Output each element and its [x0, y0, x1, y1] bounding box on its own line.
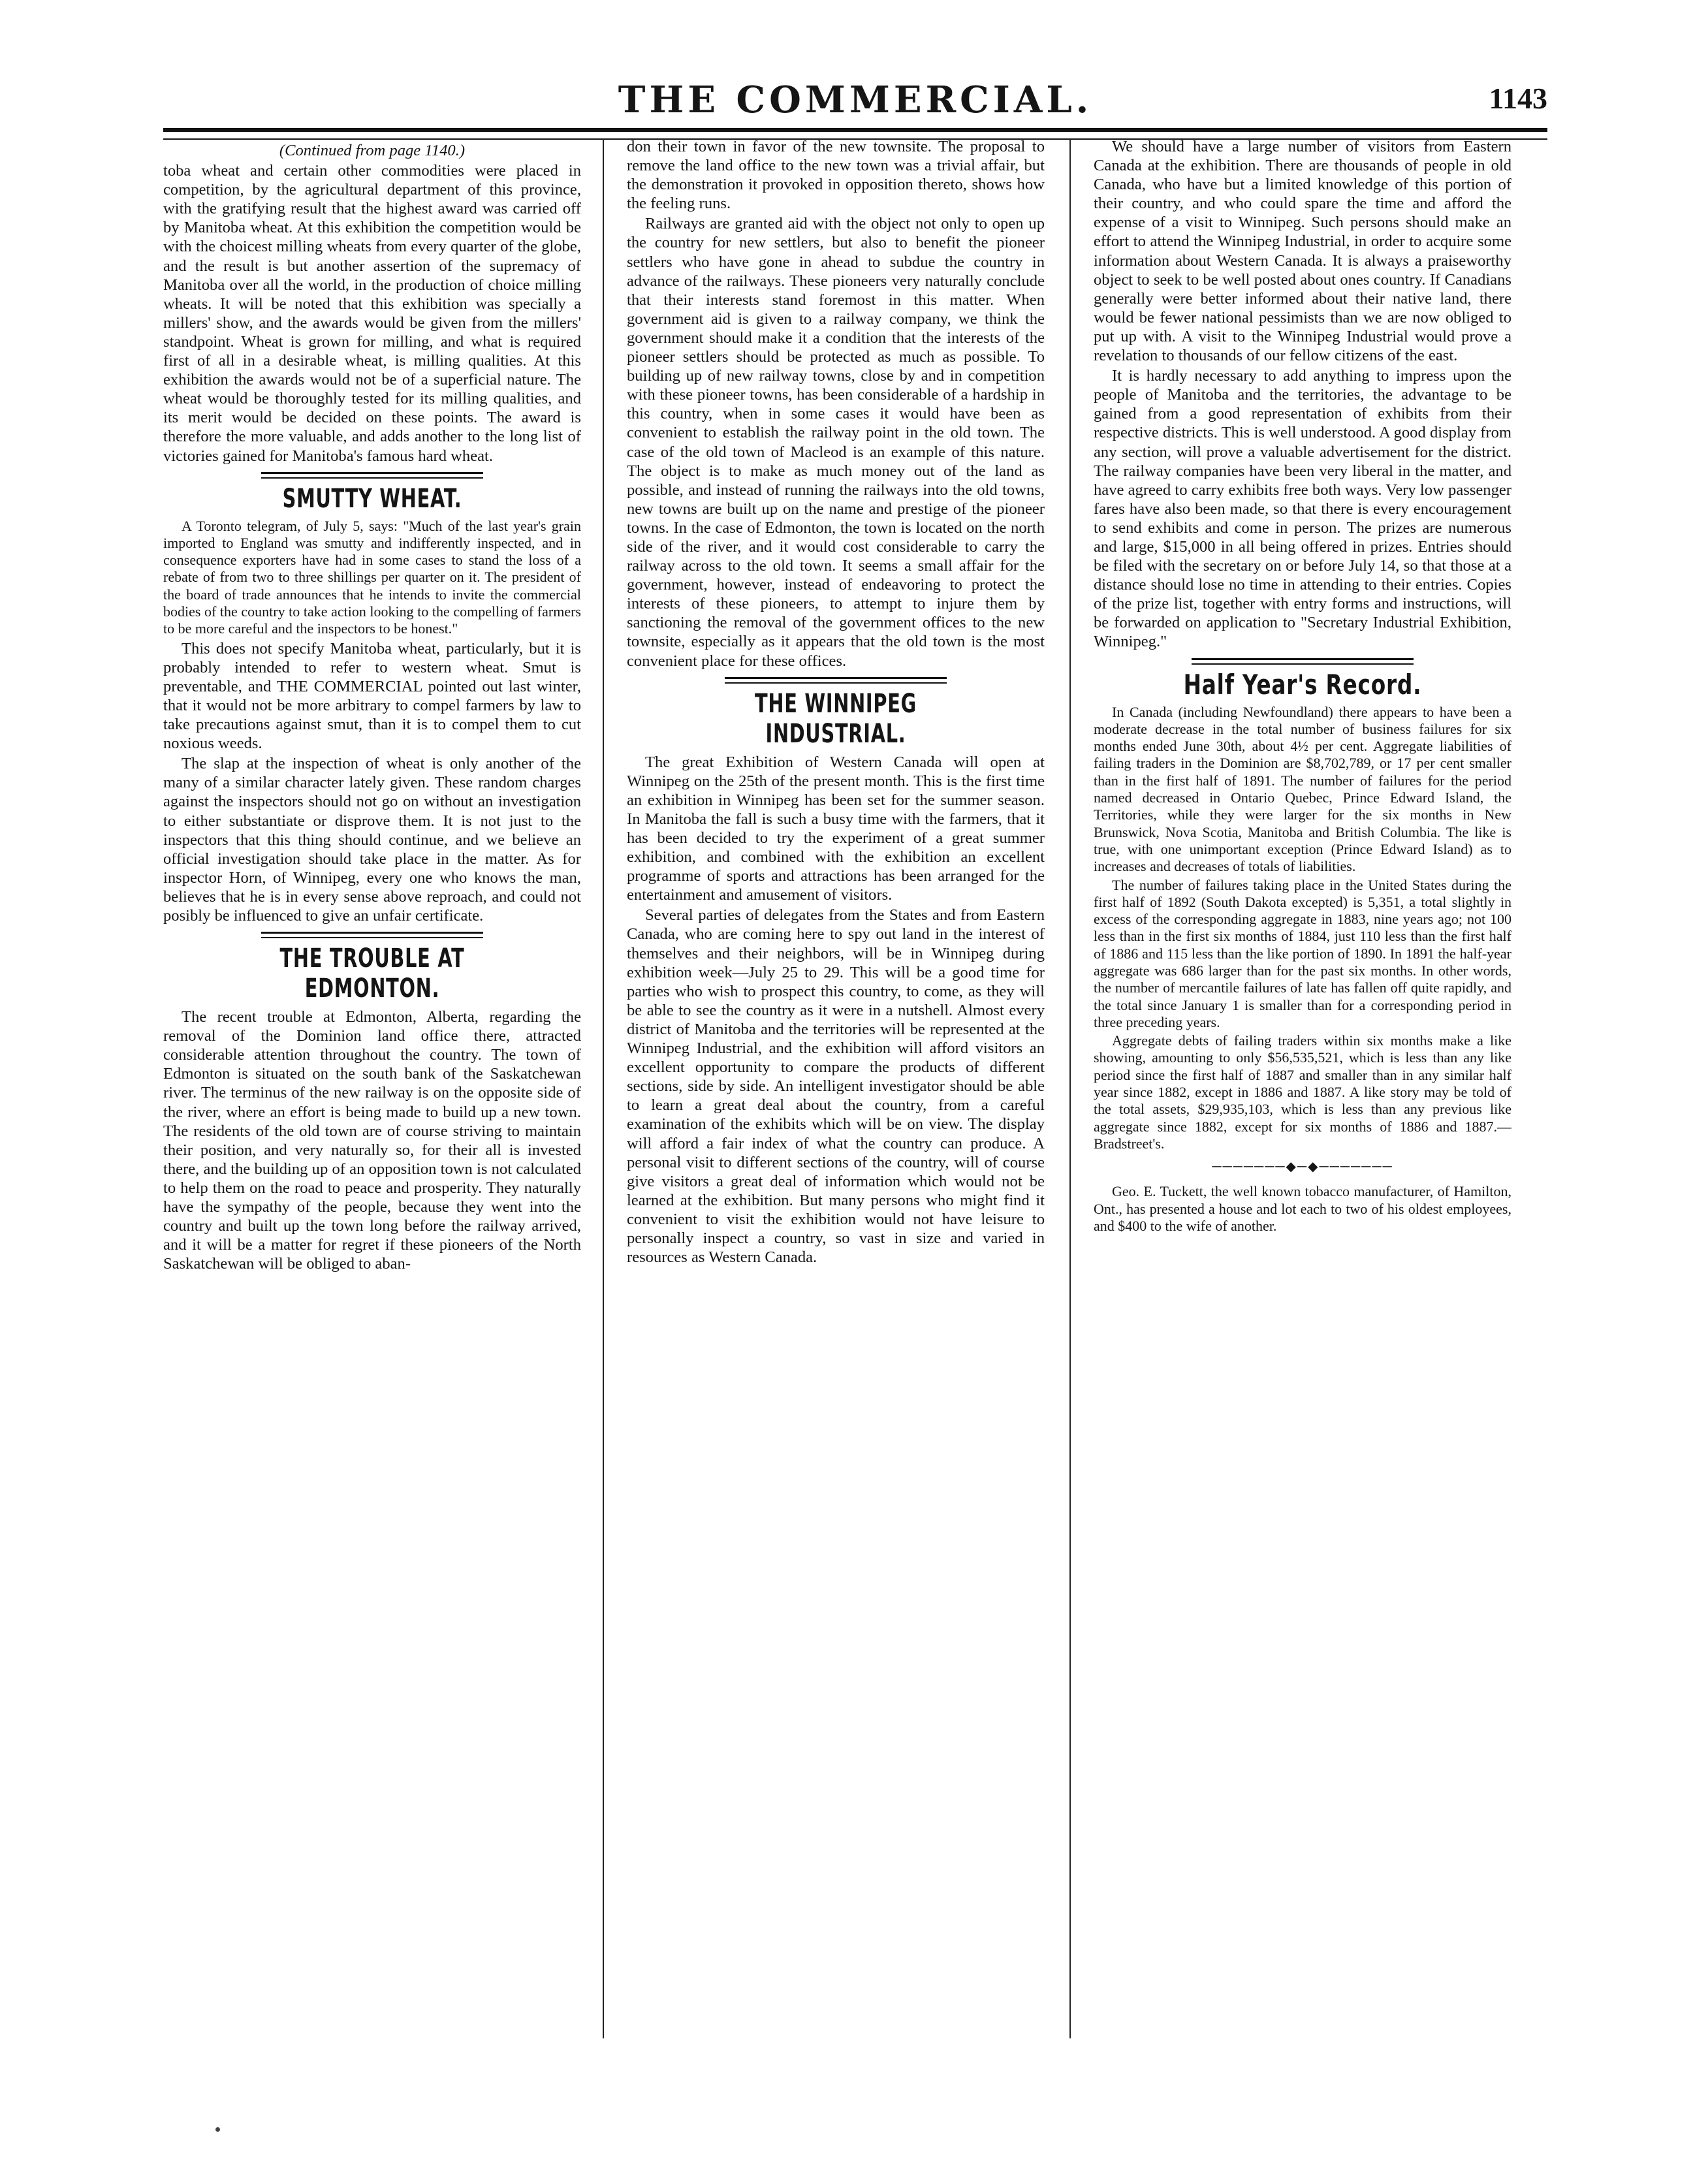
- article-paragraph: The number of failures taking place in the United States during the first half of 1892 (South Dakota excepted) is 5,351, a total slightly in excess of the corresponding aggregate in 1883, nine years ago; not 100 less than in the first six months of 1884, just 110 less than the first half of 1886 and 115 less than the like portion of 1890. In 1891 the half-year aggregate was 686 larger than for the past six months. In other words, the number of mercantile failures of late has fallen off quite rapidly, and the total since January 1 is smaller than for a corresponding period in three preceding years.: [1094, 876, 1511, 1030]
- article-paragraph: A Toronto telegram, of July 5, says: "Much of the last year's grain imported to England was smutty and indifferently inspected, and in consequence exporters have had in some cases to stand the loss of a rebate of from two to three shillings per quarter on it. The president of the board of trade announces that he intends to invite the commercial bodies of the country to take action looking to the compelling of farmers to be more careful and the inspectors to be honest.": [163, 517, 581, 637]
- heading-winnipeg-industrial: THE WINNIPEG INDUSTRIAL.: [755, 688, 917, 749]
- continued-note: (Continued from page 1140.): [279, 142, 466, 159]
- article-paragraph: In Canada (including Newfoundland) there appears to have been a moderate decrease in the total number of business failures for six months ended June 30th, about 4½ per cent. Aggregate liabilities of failing traders in the Dominion are $8,702,789, or 17 per cent smaller than in the first half of 1891. The number of failures for the period named decreased in Ontario Quebec, Prince Edward Island, the Territories, while they were larger for the six months in New Brunswick, Nova Scotia, Manitoba and British Columbia. The like is true, with one unimportant exception (Prince Edward Island) as to increases and decreases of totals of liabilities.: [1094, 703, 1511, 875]
- article-paragraph: The recent trouble at Edmonton, Alberta, regarding the removal of the Dominion land office there, attracted considerable attention throughout the country. The town of Edmonton is situated on the south bank of the Saskatchewan river. The terminus of the new railway is on the opposite side of the river, where an effort is being made to build up a new town. The residents of the old town are of course striving to maintain their position, and very naturally so, for their all is invested there, and the building up of an opposition town is not calculated to help them on the road to peace and prosperity. They naturally have the sympathy of the people, because they went into the country and built up the town long before the railway arrived, and it will be a matter for regret if these pioneers of the North Saskatchewan will be obliged to aban-: [163, 1008, 581, 1273]
- column-1: [163, 137, 581, 2083]
- column-3: [1094, 137, 1511, 2083]
- article-paragraph: don their town in favor of the new townsite. The proposal to remove the land office to the new town was a trivial affair, but the demonstration it provoked in opposition thereto, shows how the feeling runs.: [627, 138, 1045, 213]
- print-speck: [215, 2127, 220, 2132]
- article-separator: [261, 932, 483, 938]
- masthead: [163, 78, 1547, 124]
- article-paragraph: We should have a large number of visitors from Eastern Canada at the exhibition. There are thousands of people in old Canada, who have but a limited knowledge of this portion of their country, and who could spare the time and afford the expense of a visit to Winnipeg. Such persons should make an effort to attend the Winnipeg Industrial, in order to acquire some information about Western Canada. It is always a praiseworthy object to seek to be well posted about ones country. If Canadians generally were better informed about their native land, there would be fewer national pessimists than we are now obliged to put up with. A visit to the Winnipeg Industrial would prove a revelation to thousands of our fellow citizens of the east.: [1094, 138, 1511, 365]
- article-paragraph: The great Exhibition of Western Canada will open at Winnipeg on the 25th of the present month. This is the first time an exhibition in Winnipeg has been set for the summer season. In Manitoba the fall is such a busy time with the farmers, that it has been decided to try the experiment of a great summer exhibition, and combined with the exhibition an excellent programme of sports and attractions has been arranged for the entertainment and amusement of visitors.: [627, 753, 1045, 904]
- article-paragraph: It is hardly necessary to add anything to impress upon the people of Manitoba and the territories, the advantage to be gained from a good representation of exhibits from their respective districts. This is well understood. A good display from any section, will prove a valuable advertisement for the district. The railway companies have been very liberal in the matter, and have agreed to carry exhibits free both ways. Very low passenger fares have also been made, so that there is every encouragement to send exhibits and come in person. The prizes are numerous and large, $15,000 in all being offered in prizes. Entries should be filed with the secretary on or before July 14, so that those at a distance should lose no time in attending to their entries. Copies of the prize list, together with entry forms and instructions, will be forwarded on application to "Secretary Industrial Exhibition, Winnipeg.": [1094, 367, 1511, 651]
- article-paragraph: Aggregate debts of failing traders within six months make a like showing, amounting to only $56,535,521, which is less than any like period since the first half of 1887 and smaller than in any similar half year since 1882, except in 1886 and 1887. A like story may be told of the total assets, $29,935,103, which is less than any previous like aggregate since 1882, except for six months of 1886 and 1887.—Bradstreet's.: [1094, 1032, 1511, 1152]
- column-divider: [1069, 138, 1071, 2038]
- article-separator: [261, 472, 483, 479]
- article-paragraph: Railways are granted aid with the object not only to open up the country for new settlers, but also to benefit the pioneer settlers who have gone in ahead to subdue the country in advance of the railways. These pioneers very naturally conclude that their interests stand foremost in this matter. When government aid is given to a railway company, we think the government should make it a condition that the interests of the pioneer settlers should be protected as much as possible. To building up of new railway towns, close by and in competition with these pioneer towns, has been considerable of a hardship in this country, when in some cases it would have been as convenient to establish the railway point in the old town. The case of the old town of Macleod is an example of this nature. The object is to make as much money out of the land as possible, and instead of running the railways into the old towns, new towns are built up on the name and prestige of the pioneer towns. In the case of Edmonton, the town is located on the north side of the river, and it would cost considerable to carry the railway across to the old town. It seems a small affair for the government, however, instead of endeavoring to protect the interests of these pioneers, to attempt to injure them by sanctioning the removal of the government offices to the new townsite, especially as it appears that the old town is the most convenient place for these offices.: [627, 215, 1045, 670]
- article-paragraph: Several parties of delegates from the States and from Eastern Canada, who are coming here to spy out land in the interest of themselves and their neighbors, will be in Winnipeg during exhibition week—July 25 to 29. This will be a good time for parties who wish to prospect this country, to come, as they will be able to see the country as it were in a nutshell. Almost every district of Manitoba and the territories will be represented at the Winnipeg Industrial, and the exhibition will afford visitors an excellent opportunity to compare the products of different sections, side by side. An intelligent investigator should be able to learn a great deal about the country, from a careful examination of the exhibits which will be on view. The display will afford a fair index of what the country can produce. A personal visit to different sections of the country, will of course give visitors a great deal of information which would not be learned at the exhibition. But many persons who might find it convenient to visit the exhibition would not have leisure to personally inspect a country, so vast in size and varied in resources as Western Canada.: [627, 906, 1045, 1267]
- article-separator: [1192, 658, 1414, 665]
- article-separator: [725, 677, 947, 684]
- heading-smutty-wheat: SMUTTY WHEAT.: [282, 483, 462, 514]
- column-divider: [603, 138, 604, 2038]
- heading-trouble-at-edmonton: THE TROUBLE AT EDMONTON.: [279, 943, 465, 1004]
- article-paragraph: Geo. E. Tuckett, the well known tobacco manufacturer, of Hamilton, Ont., has presented a house and lot each to two of his oldest employees, and $400 to the wife of another.: [1094, 1183, 1511, 1234]
- article-paragraph: The slap at the inspection of wheat is only another of the many of a similar character lately given. These random charges against the inspectors should not go on without an investigation to either substantiate or disprove them. It is not just to the inspectors that this thing should continue, and we believe an official investigation should take place in the matter. As for inspector Horn, of Winnipeg, every one who knows the man, believes that he is in every sense above reproach, and could not posibly be influenced to give an unfair certificate.: [163, 755, 581, 925]
- masthead-rule-thick: [163, 128, 1547, 132]
- ornamental-divider: ───────◆─◆───────: [1212, 1160, 1393, 1175]
- article-paragraph: toba wheat and certain other commodities were placed in competition, by the agricultural department of this province, with the gratifying result that the highest award was carried off by Manitoba wheat. At this exhibition the competition would be with the choicest milling wheats from every quarter of the globe, and the result is but another assertion of the supremacy of Manitoba over all the world, in the production of choice milling wheats. It will be noted that this exhibition was specially a millers' show, and the awards would be given from the millers' standpoint. Wheat is grown for milling, and what is required first of all in a desirable wheat, is milling qualities. At this exhibition the awards would not be of a superficial nature. The wheat would be thoroughly tested for its milling qualities, and its merit would be decided on these points. The award is therefore the more valuable, and adds another to the long list of victories gained for Manitoba's famous hard wheat.: [163, 162, 581, 465]
- masthead-title: THE COMMERCIAL.: [618, 78, 1093, 121]
- heading-half-years-record: Half Year's Record.: [1183, 668, 1422, 701]
- article-paragraph: This does not specify Manitoba wheat, particularly, but it is probably intended to refer to western wheat. Smut is preventable, and THE COMMERCIAL pointed out last winter, that it would not be more arbitrary to compel farmers by law to take precautions against smut, than it is to compel them to cut noxious weeds.: [163, 639, 581, 753]
- column-2: [627, 137, 1045, 2083]
- page-number: 1143: [1489, 82, 1547, 115]
